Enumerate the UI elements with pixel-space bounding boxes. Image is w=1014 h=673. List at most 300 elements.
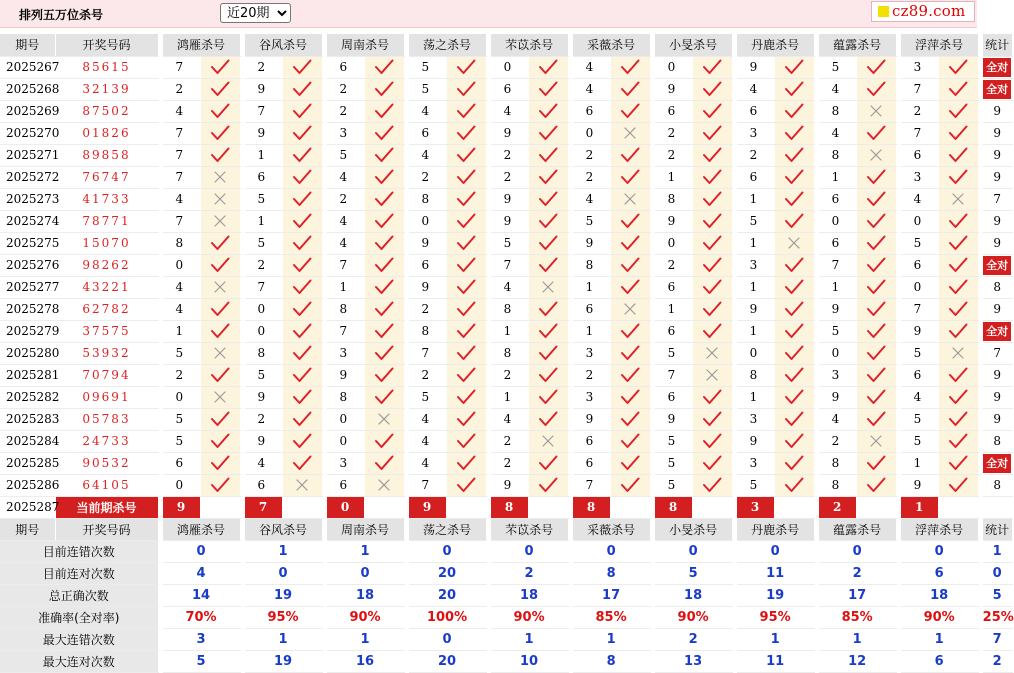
kill-number-cell: 1 bbox=[490, 320, 528, 342]
correct-mark bbox=[856, 342, 896, 364]
kill-number-cell: 9 bbox=[900, 320, 938, 342]
correct-mark bbox=[446, 364, 486, 386]
cross-icon bbox=[787, 236, 801, 250]
check-icon bbox=[702, 169, 722, 185]
kill-number-cell: 8 bbox=[326, 298, 364, 320]
kill-number-cell: 4 bbox=[900, 188, 938, 210]
kill-number-cell: 8 bbox=[408, 188, 446, 210]
check-icon bbox=[374, 59, 394, 75]
kill-number-cell: 7 bbox=[162, 122, 200, 144]
col-header-period: 期号 bbox=[0, 34, 55, 56]
col-header-stat: 统计 bbox=[982, 34, 1012, 56]
correct-mark bbox=[528, 144, 568, 166]
kill-number-cell: 2 bbox=[326, 188, 364, 210]
kill-number-cell: 0 bbox=[408, 210, 446, 232]
period-select[interactable] bbox=[220, 3, 291, 23]
check-icon bbox=[866, 169, 886, 185]
kill-number-cell: 3 bbox=[736, 452, 774, 474]
kill-number-cell: 4 bbox=[162, 100, 200, 122]
kill-number-cell: 2 bbox=[408, 166, 446, 188]
kill-number-cell: 3 bbox=[736, 408, 774, 430]
correct-mark bbox=[200, 474, 240, 496]
kill-number-cell: 0 bbox=[244, 320, 282, 342]
check-icon bbox=[620, 213, 640, 229]
correct-mark bbox=[774, 452, 814, 474]
check-icon bbox=[456, 301, 476, 317]
summary-value: 0 bbox=[818, 540, 896, 562]
kill-number-cell: 6 bbox=[654, 276, 692, 298]
check-icon bbox=[538, 191, 558, 207]
check-icon bbox=[866, 81, 886, 97]
kill-number-cell: 1 bbox=[736, 188, 774, 210]
period-cell: 2025270 bbox=[0, 122, 55, 144]
check-icon bbox=[702, 455, 722, 471]
correct-mark bbox=[692, 232, 732, 254]
kill-number-cell: 6 bbox=[654, 320, 692, 342]
kill-number-cell: 7 bbox=[408, 342, 446, 364]
col-header-expert: 鸿雁杀号 bbox=[162, 518, 240, 540]
col-header-draw: 开奖号码 bbox=[55, 518, 158, 540]
kill-number-cell: 1 bbox=[490, 386, 528, 408]
correct-mark bbox=[282, 100, 322, 122]
check-icon bbox=[702, 477, 722, 493]
kill-number-cell: 8 bbox=[490, 342, 528, 364]
check-icon bbox=[702, 301, 722, 317]
summary-value: 11 bbox=[736, 650, 814, 672]
correct-mark bbox=[856, 452, 896, 474]
kill-number-cell: 6 bbox=[818, 232, 856, 254]
summary-value: 2 bbox=[654, 628, 732, 650]
kill-number-cell: 0 bbox=[326, 430, 364, 452]
kill-number-cell: 9 bbox=[490, 188, 528, 210]
correct-mark bbox=[774, 188, 814, 210]
correct-mark bbox=[692, 386, 732, 408]
cross-icon bbox=[213, 170, 227, 184]
summary-value: 12 bbox=[818, 650, 896, 672]
kill-number-cell: 4 bbox=[572, 56, 610, 78]
correct-mark bbox=[446, 56, 486, 78]
kill-number-cell: 9 bbox=[736, 430, 774, 452]
correct-mark bbox=[856, 474, 896, 496]
kill-number-cell: 9 bbox=[244, 386, 282, 408]
period-cell: 2025285 bbox=[0, 452, 55, 474]
kill-number-cell: 4 bbox=[408, 408, 446, 430]
correct-mark bbox=[692, 122, 732, 144]
correct-mark bbox=[528, 254, 568, 276]
draw-number-cell: 15070 bbox=[55, 232, 158, 254]
kill-number-cell: 9 bbox=[818, 386, 856, 408]
check-icon bbox=[374, 147, 394, 163]
check-icon bbox=[620, 367, 640, 383]
correct-mark bbox=[282, 320, 322, 342]
kill-number-cell: 1 bbox=[736, 320, 774, 342]
check-icon bbox=[702, 191, 722, 207]
kill-number-cell: 4 bbox=[408, 100, 446, 122]
kill-number-cell: 6 bbox=[900, 364, 938, 386]
check-icon bbox=[292, 103, 312, 119]
correct-mark bbox=[282, 364, 322, 386]
correct-mark bbox=[774, 210, 814, 232]
draw-number-cell: 32139 bbox=[55, 78, 158, 100]
kill-number-cell: 5 bbox=[818, 320, 856, 342]
kill-number-cell: 0 bbox=[162, 386, 200, 408]
kill-number-cell: 3 bbox=[326, 452, 364, 474]
table-row bbox=[0, 188, 1012, 210]
kill-number-cell: 5 bbox=[900, 430, 938, 452]
summary-row bbox=[0, 628, 1012, 650]
correct-mark bbox=[774, 78, 814, 100]
summary-value: 0 bbox=[244, 562, 322, 584]
table-row bbox=[0, 430, 1012, 452]
kill-number-cell: 2 bbox=[572, 144, 610, 166]
check-icon bbox=[538, 213, 558, 229]
table-row bbox=[0, 122, 1012, 144]
check-icon bbox=[538, 477, 558, 493]
correct-mark bbox=[528, 100, 568, 122]
cross-icon bbox=[705, 346, 719, 360]
check-icon bbox=[374, 345, 394, 361]
summary-label: 目前连错次数 bbox=[0, 540, 158, 562]
kill-number-cell: 6 bbox=[572, 452, 610, 474]
check-icon bbox=[456, 191, 476, 207]
kill-number-table bbox=[0, 34, 1013, 673]
check-icon bbox=[456, 279, 476, 295]
check-icon bbox=[948, 455, 968, 471]
correct-mark bbox=[774, 474, 814, 496]
check-icon bbox=[948, 389, 968, 405]
col-header-expert: 荡之杀号 bbox=[408, 518, 486, 540]
wrong-mark bbox=[610, 188, 650, 210]
col-header-expert: 周南杀号 bbox=[326, 518, 404, 540]
kill-number-cell: 5 bbox=[572, 210, 610, 232]
summary-value: 17 bbox=[818, 584, 896, 606]
kill-number-cell: 7 bbox=[244, 276, 282, 298]
period-cell: 2025281 bbox=[0, 364, 55, 386]
summary-value: 19 bbox=[736, 584, 814, 606]
kill-number-cell: 2 bbox=[572, 364, 610, 386]
kill-number-cell: 4 bbox=[326, 210, 364, 232]
correct-mark bbox=[692, 474, 732, 496]
cross-icon bbox=[705, 368, 719, 382]
kill-number-cell: 4 bbox=[490, 408, 528, 430]
correct-mark bbox=[610, 430, 650, 452]
kill-number-cell: 5 bbox=[900, 408, 938, 430]
kill-number-cell: 2 bbox=[162, 364, 200, 386]
correct-mark bbox=[364, 210, 404, 232]
wrong-mark bbox=[200, 210, 240, 232]
correct-mark bbox=[282, 298, 322, 320]
check-icon bbox=[948, 81, 968, 97]
draw-number-cell: 24733 bbox=[55, 430, 158, 452]
kill-number-cell: 6 bbox=[654, 386, 692, 408]
summary-value: 1 bbox=[244, 628, 322, 650]
check-icon bbox=[292, 345, 312, 361]
correct-mark bbox=[692, 320, 732, 342]
summary-value: 18 bbox=[900, 584, 978, 606]
correct-mark bbox=[610, 232, 650, 254]
summary-value: 1 bbox=[326, 628, 404, 650]
summary-stat-value: 1 bbox=[982, 540, 1012, 562]
kill-number-cell: 0 bbox=[900, 210, 938, 232]
draw-number-cell: 78771 bbox=[55, 210, 158, 232]
kill-number-cell: 8 bbox=[244, 342, 282, 364]
summary-value: 2 bbox=[818, 562, 896, 584]
check-icon bbox=[538, 169, 558, 185]
cross-icon bbox=[869, 434, 883, 448]
kill-number-cell: 1 bbox=[736, 276, 774, 298]
check-icon bbox=[456, 125, 476, 141]
kill-number-cell: 1 bbox=[818, 166, 856, 188]
correct-mark bbox=[282, 122, 322, 144]
kill-number-cell: 9 bbox=[654, 210, 692, 232]
stat-cell: 9 bbox=[982, 364, 1012, 386]
current-blank-cell bbox=[610, 496, 650, 518]
kill-number-cell: 0 bbox=[326, 408, 364, 430]
kill-number-cell: 7 bbox=[408, 474, 446, 496]
summary-value: 6 bbox=[900, 650, 978, 672]
table-row bbox=[0, 452, 1012, 474]
check-icon bbox=[784, 59, 804, 75]
correct-mark bbox=[282, 386, 322, 408]
check-icon bbox=[210, 367, 230, 383]
summary-value: 1 bbox=[490, 628, 568, 650]
table-row bbox=[0, 276, 1012, 298]
check-icon bbox=[866, 59, 886, 75]
table-row bbox=[0, 78, 1012, 100]
current-kill-number: 8 bbox=[572, 496, 610, 518]
check-icon bbox=[374, 81, 394, 97]
check-icon bbox=[456, 367, 476, 383]
check-icon bbox=[292, 389, 312, 405]
check-icon bbox=[620, 279, 640, 295]
correct-mark bbox=[446, 232, 486, 254]
check-icon bbox=[538, 323, 558, 339]
correct-mark bbox=[856, 386, 896, 408]
stat-cell: 9 bbox=[982, 386, 1012, 408]
correct-mark bbox=[200, 122, 240, 144]
kill-number-cell: 2 bbox=[654, 144, 692, 166]
kill-number-cell: 1 bbox=[244, 210, 282, 232]
check-icon bbox=[702, 81, 722, 97]
correct-mark bbox=[282, 254, 322, 276]
stat-cell: 8 bbox=[982, 276, 1012, 298]
all-correct-badge: 全对 bbox=[983, 256, 1011, 275]
kill-number-cell: 5 bbox=[736, 210, 774, 232]
stat-cell: 8 bbox=[982, 474, 1012, 496]
cross-icon bbox=[213, 214, 227, 228]
check-icon bbox=[538, 125, 558, 141]
correct-mark bbox=[282, 188, 322, 210]
correct-mark bbox=[856, 276, 896, 298]
summary-value: 95% bbox=[244, 606, 322, 628]
check-icon bbox=[948, 213, 968, 229]
top-bar bbox=[0, 0, 977, 28]
check-icon bbox=[538, 301, 558, 317]
wrong-mark bbox=[856, 100, 896, 122]
correct-mark bbox=[610, 254, 650, 276]
correct-mark bbox=[446, 474, 486, 496]
correct-mark bbox=[856, 232, 896, 254]
period-cell: 2025272 bbox=[0, 166, 55, 188]
kill-number-cell: 1 bbox=[900, 452, 938, 474]
correct-mark bbox=[446, 298, 486, 320]
correct-mark bbox=[692, 254, 732, 276]
stat-cell: 7 bbox=[982, 188, 1012, 210]
kill-number-cell: 0 bbox=[818, 342, 856, 364]
check-icon bbox=[538, 389, 558, 405]
cross-icon bbox=[623, 126, 637, 140]
check-icon bbox=[948, 279, 968, 295]
kill-number-cell: 7 bbox=[326, 254, 364, 276]
col-header-expert: 谷风杀号 bbox=[244, 34, 322, 56]
check-icon bbox=[948, 125, 968, 141]
correct-mark bbox=[938, 78, 978, 100]
cross-icon bbox=[623, 302, 637, 316]
check-icon bbox=[456, 235, 476, 251]
kill-number-cell: 7 bbox=[162, 166, 200, 188]
kill-number-cell: 3 bbox=[326, 122, 364, 144]
period-cell: 2025286 bbox=[0, 474, 55, 496]
summary-value: 20 bbox=[408, 584, 486, 606]
stat-cell: 8 bbox=[982, 430, 1012, 452]
correct-mark bbox=[938, 386, 978, 408]
correct-mark bbox=[364, 188, 404, 210]
kill-number-cell: 6 bbox=[244, 166, 282, 188]
correct-mark bbox=[774, 122, 814, 144]
kill-number-cell: 2 bbox=[244, 254, 282, 276]
cross-icon bbox=[213, 390, 227, 404]
check-icon bbox=[702, 213, 722, 229]
current-blank-cell bbox=[692, 496, 732, 518]
kill-number-cell: 0 bbox=[654, 232, 692, 254]
correct-mark bbox=[938, 452, 978, 474]
kill-number-cell: 2 bbox=[244, 408, 282, 430]
col-header-expert: 蕴露杀号 bbox=[818, 518, 896, 540]
correct-mark bbox=[528, 342, 568, 364]
correct-mark bbox=[200, 56, 240, 78]
correct-mark bbox=[774, 144, 814, 166]
summary-value: 100% bbox=[408, 606, 486, 628]
site-logo[interactable] bbox=[871, 1, 975, 22]
kill-number-cell: 0 bbox=[900, 276, 938, 298]
correct-mark bbox=[200, 430, 240, 452]
correct-mark bbox=[938, 56, 978, 78]
kill-number-cell: 5 bbox=[654, 474, 692, 496]
correct-mark bbox=[938, 408, 978, 430]
kill-number-cell: 4 bbox=[326, 232, 364, 254]
correct-mark bbox=[446, 430, 486, 452]
check-icon bbox=[374, 191, 394, 207]
col-header-expert: 鸿雁杀号 bbox=[162, 34, 240, 56]
check-icon bbox=[538, 367, 558, 383]
check-icon bbox=[702, 389, 722, 405]
check-icon bbox=[374, 213, 394, 229]
summary-label: 准确率(全对率) bbox=[0, 606, 158, 628]
correct-mark bbox=[528, 408, 568, 430]
correct-mark bbox=[610, 386, 650, 408]
check-icon bbox=[538, 103, 558, 119]
check-icon bbox=[702, 103, 722, 119]
kill-number-cell: 6 bbox=[900, 144, 938, 166]
summary-value: 18 bbox=[326, 584, 404, 606]
stat-cell: 9 bbox=[982, 298, 1012, 320]
kill-number-cell: 8 bbox=[162, 232, 200, 254]
kill-number-cell: 0 bbox=[162, 254, 200, 276]
correct-mark bbox=[938, 210, 978, 232]
correct-mark bbox=[200, 320, 240, 342]
wrong-mark bbox=[364, 474, 404, 496]
correct-mark bbox=[446, 78, 486, 100]
correct-mark bbox=[446, 210, 486, 232]
summary-value: 1 bbox=[326, 540, 404, 562]
kill-number-cell: 9 bbox=[736, 56, 774, 78]
check-icon bbox=[456, 345, 476, 361]
correct-mark bbox=[692, 78, 732, 100]
draw-number-cell: 09691 bbox=[55, 386, 158, 408]
table-row bbox=[0, 408, 1012, 430]
kill-number-cell: 7 bbox=[572, 474, 610, 496]
correct-mark bbox=[692, 298, 732, 320]
check-icon bbox=[866, 235, 886, 251]
kill-number-cell: 6 bbox=[244, 474, 282, 496]
kill-number-cell: 9 bbox=[490, 474, 528, 496]
stat-cell bbox=[982, 78, 1012, 100]
correct-mark bbox=[446, 144, 486, 166]
summary-value: 20 bbox=[408, 562, 486, 584]
check-icon bbox=[456, 389, 476, 405]
summary-stat-value: 2 bbox=[982, 650, 1012, 672]
col-header-expert: 采薇杀号 bbox=[572, 34, 650, 56]
logo-square-icon bbox=[878, 6, 889, 17]
check-icon bbox=[784, 125, 804, 141]
kill-number-cell: 6 bbox=[736, 166, 774, 188]
check-icon bbox=[620, 477, 640, 493]
check-icon bbox=[292, 301, 312, 317]
col-header-expert: 采薇杀号 bbox=[572, 518, 650, 540]
correct-mark bbox=[200, 408, 240, 430]
stat-cell: 9 bbox=[982, 408, 1012, 430]
kill-number-cell: 5 bbox=[490, 232, 528, 254]
draw-number-cell: 87502 bbox=[55, 100, 158, 122]
correct-mark bbox=[856, 298, 896, 320]
check-icon bbox=[948, 103, 968, 119]
summary-value: 0 bbox=[326, 562, 404, 584]
kill-number-cell: 0 bbox=[490, 56, 528, 78]
kill-number-cell: 4 bbox=[408, 430, 446, 452]
summary-stat-value: 0 bbox=[982, 562, 1012, 584]
kill-number-cell: 6 bbox=[408, 254, 446, 276]
col-header-expert: 芣苡杀号 bbox=[490, 518, 568, 540]
current-kill-number: 1 bbox=[900, 496, 938, 518]
correct-mark bbox=[692, 210, 732, 232]
period-cell: 2025275 bbox=[0, 232, 55, 254]
correct-mark bbox=[446, 320, 486, 342]
correct-mark bbox=[364, 276, 404, 298]
check-icon bbox=[456, 213, 476, 229]
kill-number-cell: 0 bbox=[244, 298, 282, 320]
period-cell: 2025268 bbox=[0, 78, 55, 100]
kill-number-cell: 3 bbox=[572, 342, 610, 364]
check-icon bbox=[456, 323, 476, 339]
kill-number-cell: 5 bbox=[818, 56, 856, 78]
kill-number-cell: 4 bbox=[408, 144, 446, 166]
kill-number-cell: 2 bbox=[654, 254, 692, 276]
correct-mark bbox=[200, 452, 240, 474]
kill-number-cell: 5 bbox=[736, 474, 774, 496]
kill-number-cell: 6 bbox=[490, 78, 528, 100]
cross-icon bbox=[951, 192, 965, 206]
kill-number-cell: 8 bbox=[654, 188, 692, 210]
